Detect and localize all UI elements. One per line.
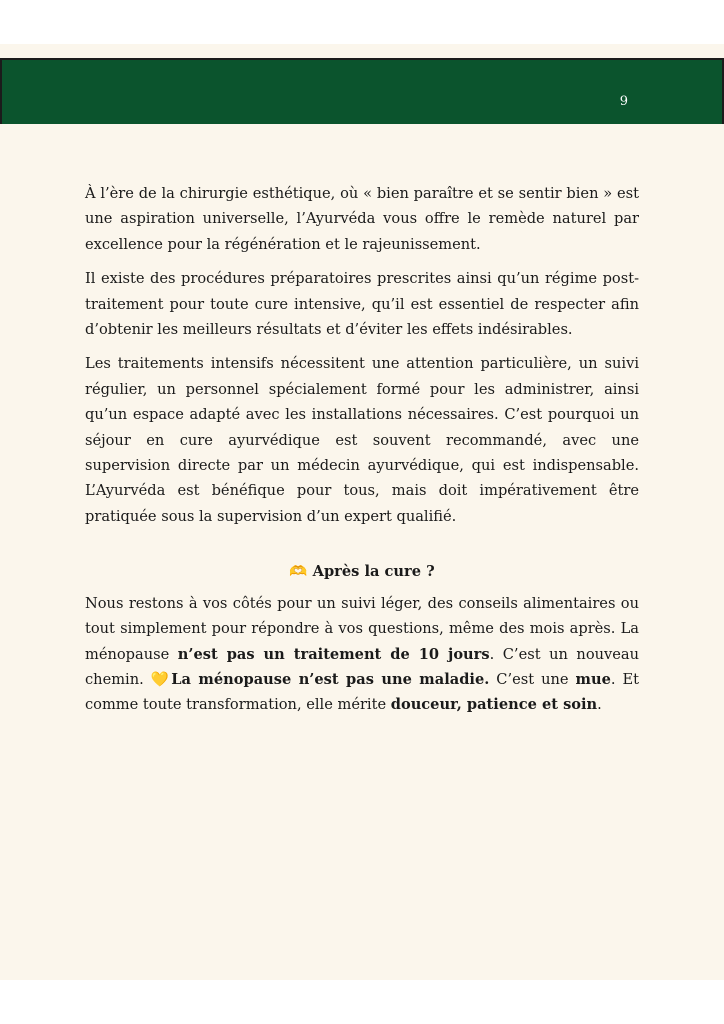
- section-title: [85, 559, 639, 584]
- text-run: . C’est un nouveau chemin.: [85, 645, 639, 688]
- text-run: . Et comme toute transformation, elle mérite: [85, 670, 640, 714]
- header-band: [0, 58, 724, 124]
- bold-run: mue: [575, 670, 611, 688]
- page-number: 9: [619, 94, 628, 109]
- paragraph-3: Les traitements intensifs nécessitent une attention particulière, un suivi régulier, un personnel spécialement formé pour les administrer, ainsi qu’un espace adapté avec les installations nécessaires. C’est pourquoi un séjour en cure ayurvédique est souvent recommandé, avec une supervision directe par un médecin ayurvédique, qui est indispensable. L’Ayurvéda est bénéfique pour tous, mais doit impérativement être pratiquée sous la supervision d’un expert qualifié.: [85, 355, 639, 525]
- heart-hands-icon: 🫶: [289, 563, 308, 581]
- bold-run: La ménopause n’est pas une maladie.: [171, 670, 490, 688]
- text-run: Nous restons à vos côtés pour un suivi léger, des conseils alimentaires ou tout simplement pour répondre à vos questions, même des mois après. La ménopause: [85, 594, 639, 663]
- paragraph-1: À l’ère de la chirurgie esthétique, où « bien paraître et se sentir bien » est une aspiration universelle, l’Ayurvéda vous offre le remède naturel par excellence pour la régénération et le rajeunissement.: [85, 185, 639, 253]
- yellow-heart-icon: 💛: [150, 670, 172, 688]
- text-run: C’est une: [489, 670, 576, 688]
- bold-run: n’est pas un traitement de 10 jours: [177, 645, 490, 663]
- page-content: [85, 181, 639, 727]
- section-paragraph: [85, 591, 639, 718]
- document-page: [0, 44, 724, 980]
- paragraph-2: Il existe des procédures préparatoires prescrites ainsi qu’un régime post-traitement pour toute cure intensive, qu’il est essentiel de respecter afin d’obtenir les meilleurs résultats et d’éviter les effets indésirables.: [85, 270, 639, 339]
- section-title-text: Après la cure ?: [312, 563, 435, 581]
- text-run: .: [597, 696, 602, 714]
- bold-run: douceur, patience et soin: [390, 696, 598, 714]
